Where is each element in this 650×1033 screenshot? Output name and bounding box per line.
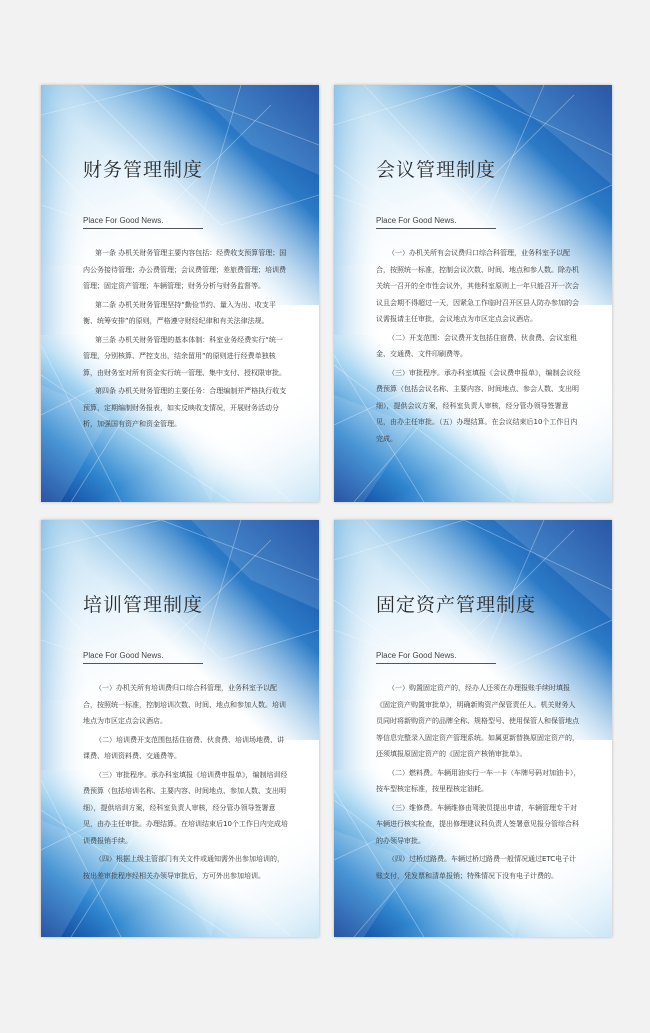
subtitle-underline (83, 228, 203, 229)
paragraph: （二）开支范围：会议费开支包括住宿费、伙食费、会议室租金、交通费、文件印刷费等。 (376, 333, 577, 358)
paragraph: （二）培训费开支范围包括住宿费、伙食费、培训场地费、讲课费、培训资料费、交通费等。 (83, 735, 284, 760)
paragraph: （一）购置固定资产的，经办人还须在办理报账手续时填报《固定资产购置审批单》，明确新购资产保管责任人。机关财务人员同时将新购资产的品牌全称、规格型号、使用保管人和保管地点等信息完整录入固定资产管理系统。如属更新替换原固定资产的，还须填报原固定资产的《固定资产核销审批单》。 (376, 684, 579, 758)
poster-body (376, 680, 581, 886)
paragraph: （三）审批程序。承办科室填报《培训费申报单》，编制培训经费预算（包括培训名称、主要内容、时间地点、参加人数、支出明细），提供培训方案，经科室负责人审核，经分管办领导签署意见，由办主任审批。办理结算。在培训结束后10个工作日内完成培训费报销手续。 (83, 770, 288, 845)
poster-title: 固定资产管理制度 (376, 594, 537, 616)
paragraph: 第三条 办机关财务管理的基本体制：科室业务经费实行“统一管理，分别核算、严控支出，结余留用”的原则进行经费单独核算，由财务室对所有资金实行统一管理、集中支付、授权限审批。 (83, 335, 286, 377)
poster-body (83, 680, 288, 886)
poster-training (41, 520, 319, 937)
subtitle-underline (376, 228, 496, 229)
poster-subtitle: Place For Good News. (83, 216, 164, 225)
poster-title: 会议管理制度 (376, 159, 497, 181)
paragraph: 第二条 办机关财务管理坚持“勤俭节约、量入为出、收支平衡、统筹安排”的原则，严格遵守财经纪律和有关法律法规。 (83, 300, 276, 325)
poster-body (83, 245, 288, 435)
poster-meeting (334, 85, 612, 502)
poster-subtitle: Place For Good News. (376, 651, 457, 660)
paragraph: （四）过桥过路费。车辆过桥过路费一般情况通过ETC电子计账支付，凭发票和清单报销；特殊情况下没有电子计费的。 (376, 855, 577, 880)
paragraph: （三）审批程序。承办科室填报《会议费申报单》，编制会议经费预算（包括会议名称、主要内容、时间地点、参会人数、支出明细），提供会议方案，经科室负责人审核，经分管办领导签署意见，由办主任审批。（五）办理结算。在会议结束后10个工作日内完成。 (376, 368, 581, 443)
paragraph: （二）燃料费。车辆用油实行一车一卡（车牌号码对加油卡），按车型核定标准，按里程核定油耗。 (376, 768, 581, 793)
paragraph: （四）根据上级主管部门有关文件或通知需外出参加培训的，按出差审批程序经相关办领导审批后，方可外出参加培训。 (83, 855, 284, 880)
poster-title: 财务管理制度 (83, 159, 204, 181)
subtitle-underline (83, 663, 203, 664)
poster-subtitle: Place For Good News. (376, 216, 457, 225)
poster-body (376, 245, 581, 449)
paragraph: （三）维修费。车辆维修由驾驶员提出申请，车辆管理专干对车辆进行核实检查，提出修理建议科负责人签署意见报分管综合科的办领导审批。 (376, 803, 579, 845)
poster-title: 培训管理制度 (83, 594, 204, 616)
poster-fixed-assets (334, 520, 612, 937)
paragraph: 第四条 办机关财务管理的主要任务：合理编制并严格执行收支预算，定期编制财务报表，如实反映收支情况，开展财务活动分析，加强国有资产和资金管理。 (83, 387, 287, 428)
paragraph: （一）办机关所有培训费归口综合科管理，业务科室予以配合，按照统一标准，控制培训次数、时间、地点和参加人数。培训地点为市区定点会议酒店。 (83, 684, 286, 725)
poster-subtitle: Place For Good News. (83, 651, 164, 660)
paragraph: 第一条 办机关财务管理主要内容包括：经费收支预算管理；国内公务接待管理；办公费管理；会议费管理；差旅费管理；培训费管理；固定资产管理；车辆管理；财务分析与财务监督等。 (83, 249, 287, 290)
poster-finance (41, 85, 319, 502)
paragraph: （一）办机关所有会议费归口综合科管理，业务科室予以配合，按照统一标准，控制会议次数、时间、地点和参人数。除办机关统一召开的全市性会议外，其他科室原则上一年只能召开一次会议且会期不得超过一天，因紧急工作临时召开区县人防办参加的会议需报请主任审批，会议地点为市区定点会议酒店。 (376, 249, 579, 323)
subtitle-underline (376, 663, 496, 664)
